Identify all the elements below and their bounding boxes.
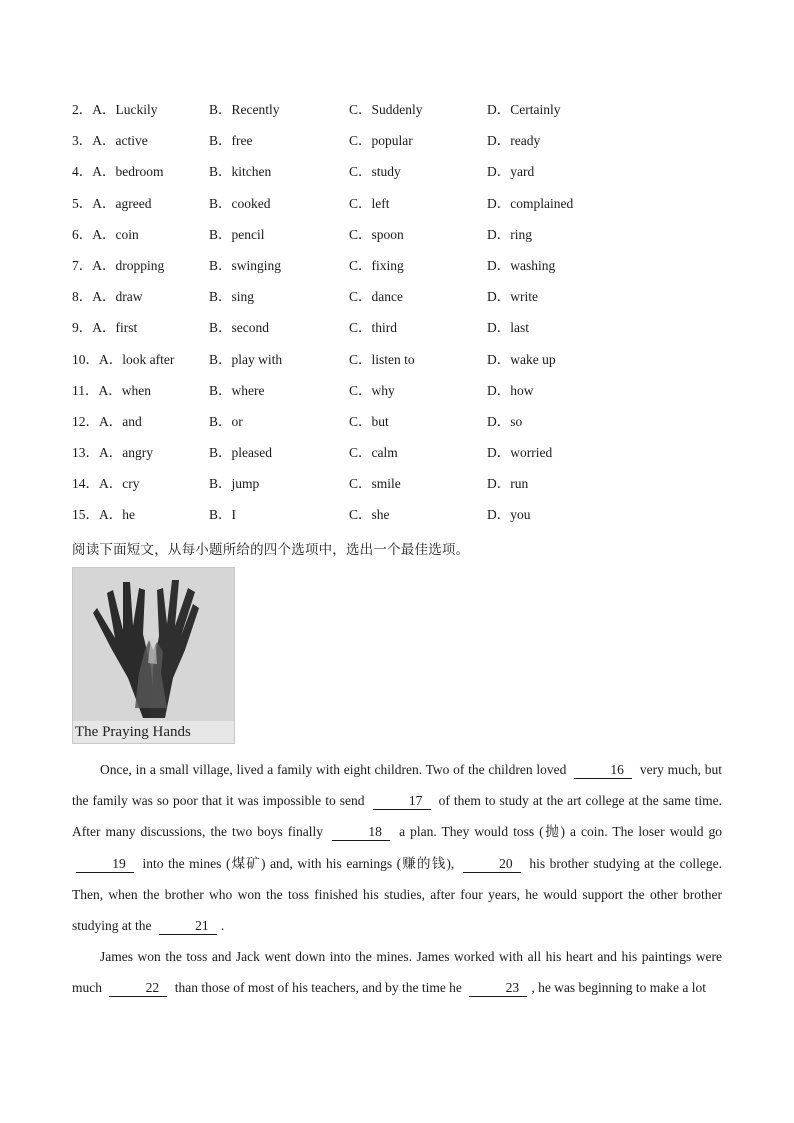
answer-blank: 21 <box>159 918 217 935</box>
question-number: 5． <box>72 195 93 211</box>
option-d: D．complained <box>487 195 574 211</box>
option-a: A．active <box>92 133 148 149</box>
option-a: A．cry <box>99 476 140 492</box>
option-c: C．smile <box>349 476 401 492</box>
option-d: D．washing <box>487 257 556 273</box>
option-d: D．worried <box>487 445 553 461</box>
option-c: C．third <box>349 320 398 336</box>
option-a: A．and <box>99 413 142 429</box>
option-a: A．dropping <box>92 257 165 273</box>
option-d: D．ready <box>487 133 541 149</box>
passage-text: James won the toss and Jack went down into the mines. James worked with all his heart and his paintings were much <box>72 949 722 996</box>
question-lead <box>72 318 137 338</box>
option-row <box>72 100 732 131</box>
option-row <box>72 287 732 318</box>
option-b: B．or <box>209 413 243 429</box>
question-lead <box>72 194 151 214</box>
question-lead <box>72 287 143 307</box>
question-lead <box>72 225 139 245</box>
option-d: D．so <box>487 413 523 429</box>
passage-paragraph-2 <box>72 941 722 1003</box>
question-lead <box>72 412 142 432</box>
option-d: D．run <box>487 476 529 492</box>
option-a: A．first <box>92 320 138 336</box>
option-row <box>72 474 732 505</box>
option-row <box>72 162 732 193</box>
option-c: C．listen to <box>349 351 415 367</box>
question-lead <box>72 505 135 525</box>
option-b: B．I <box>209 507 236 523</box>
question-lead <box>72 162 164 182</box>
option-c: C．Suddenly <box>349 102 423 117</box>
answer-blank: 17 <box>373 793 431 810</box>
option-a: A．draw <box>92 289 143 305</box>
option-row <box>72 350 732 381</box>
option-c: C．fixing <box>349 257 404 273</box>
cloze-passage <box>72 754 722 1004</box>
option-c: C．study <box>349 164 401 180</box>
option-d: D．last <box>487 320 529 336</box>
option-b: B．where <box>209 382 265 398</box>
passage-text: than those of most of his teachers, and by the time he <box>171 980 466 996</box>
passage-text: his brother studying at the college. Then, when the brother who won the toss finished his studies, after four years, he would support the other brother studying at the <box>72 855 722 934</box>
option-a: A．agreed <box>92 195 152 211</box>
option-row <box>72 194 732 225</box>
option-c: C．she <box>349 507 390 523</box>
option-b: B．swinging <box>209 257 282 273</box>
option-d: D．yard <box>487 164 535 180</box>
option-c: C．dance <box>349 289 403 305</box>
option-c: C．why <box>349 382 395 398</box>
option-row <box>72 381 732 412</box>
question-number: 12． <box>72 413 99 429</box>
option-b: B．jump <box>209 476 260 492</box>
options-list <box>72 100 732 537</box>
praying-hands-icon <box>73 568 235 723</box>
option-row <box>72 412 732 443</box>
passage-text: Once, in a small village, lived a family with eight children. Two of the children loved <box>100 762 571 777</box>
question-lead <box>72 443 153 463</box>
passage-text: a plan. They would toss (抛) a coin. The loser would go <box>394 824 722 840</box>
passage-paragraph-1 <box>72 754 722 941</box>
option-a: A．bedroom <box>92 164 164 180</box>
option-a: A．angry <box>99 445 153 461</box>
option-d: D．you <box>487 507 531 523</box>
option-a: A．Luckily <box>92 102 158 117</box>
option-b: B．pleased <box>209 445 272 461</box>
option-d: D．Certainly <box>487 102 561 117</box>
praying-hands-picture <box>72 567 235 744</box>
option-c: C．left <box>349 195 390 211</box>
reading-instruction: 阅读下面短文，从每小题所给的四个选项中，选出一个最佳选项。 <box>72 542 470 558</box>
option-row <box>72 505 732 536</box>
question-number: 14． <box>72 476 99 492</box>
question-lead <box>72 474 140 494</box>
option-b: B．free <box>209 133 253 149</box>
option-b: B．kitchen <box>209 164 272 180</box>
question-number: 8． <box>72 289 93 305</box>
option-a: A．he <box>99 507 135 523</box>
passage-text: , he was beginning to make a lot <box>531 980 707 996</box>
question-number: 2． <box>72 102 93 117</box>
answer-blank: 23 <box>469 980 527 997</box>
question-number: 3． <box>72 133 93 149</box>
option-row <box>72 225 732 256</box>
option-b: B．pencil <box>209 226 265 242</box>
passage-text: very much, but the family was so poor that it was impossible to send <box>72 762 722 809</box>
question-lead <box>72 381 151 401</box>
answer-blank: 19 <box>76 856 134 873</box>
answer-blank: 16 <box>574 762 632 779</box>
picture-caption: The Praying Hands <box>73 721 234 743</box>
option-b: B．Recently <box>209 102 280 117</box>
option-b: B．second <box>209 320 269 336</box>
question-number: 6． <box>72 226 93 242</box>
option-c: C．spoon <box>349 226 404 242</box>
question-lead <box>72 350 174 370</box>
passage-text: of them to study at the art college at the same time. After many discussions, the two boys finally <box>72 793 722 840</box>
option-a: A．look after <box>99 351 175 367</box>
option-b: B．sing <box>209 289 255 305</box>
passage-text: into the mines (煤矿) and, with his earnings (赚的钱), <box>138 855 459 871</box>
option-d: D．wake up <box>487 351 556 367</box>
question-lead <box>72 100 158 120</box>
option-d: D．write <box>487 289 538 305</box>
option-b: B．cooked <box>209 195 271 211</box>
option-row <box>72 256 732 287</box>
option-a: A．coin <box>92 226 139 242</box>
question-lead <box>72 131 148 151</box>
answer-blank: 20 <box>463 856 521 873</box>
question-number: 15． <box>72 507 99 523</box>
option-c: C．popular <box>349 133 413 149</box>
answer-blank: 22 <box>109 980 167 997</box>
option-b: B．play with <box>209 351 283 367</box>
option-c: C．but <box>349 413 389 429</box>
option-d: D．ring <box>487 226 532 242</box>
question-number: 10． <box>72 351 99 367</box>
question-number: 11． <box>72 382 99 398</box>
question-number: 13． <box>72 445 99 461</box>
option-d: D．how <box>487 382 534 398</box>
option-row <box>72 131 732 162</box>
option-row <box>72 443 732 474</box>
question-number: 7． <box>72 257 93 273</box>
option-c: C．calm <box>349 445 398 461</box>
question-number: 9． <box>72 320 93 336</box>
passage-text: . <box>220 918 225 934</box>
answer-blank: 18 <box>332 824 390 841</box>
question-number: 4． <box>72 164 93 180</box>
question-lead <box>72 256 164 276</box>
option-row <box>72 318 732 349</box>
option-a: A．when <box>98 382 151 398</box>
